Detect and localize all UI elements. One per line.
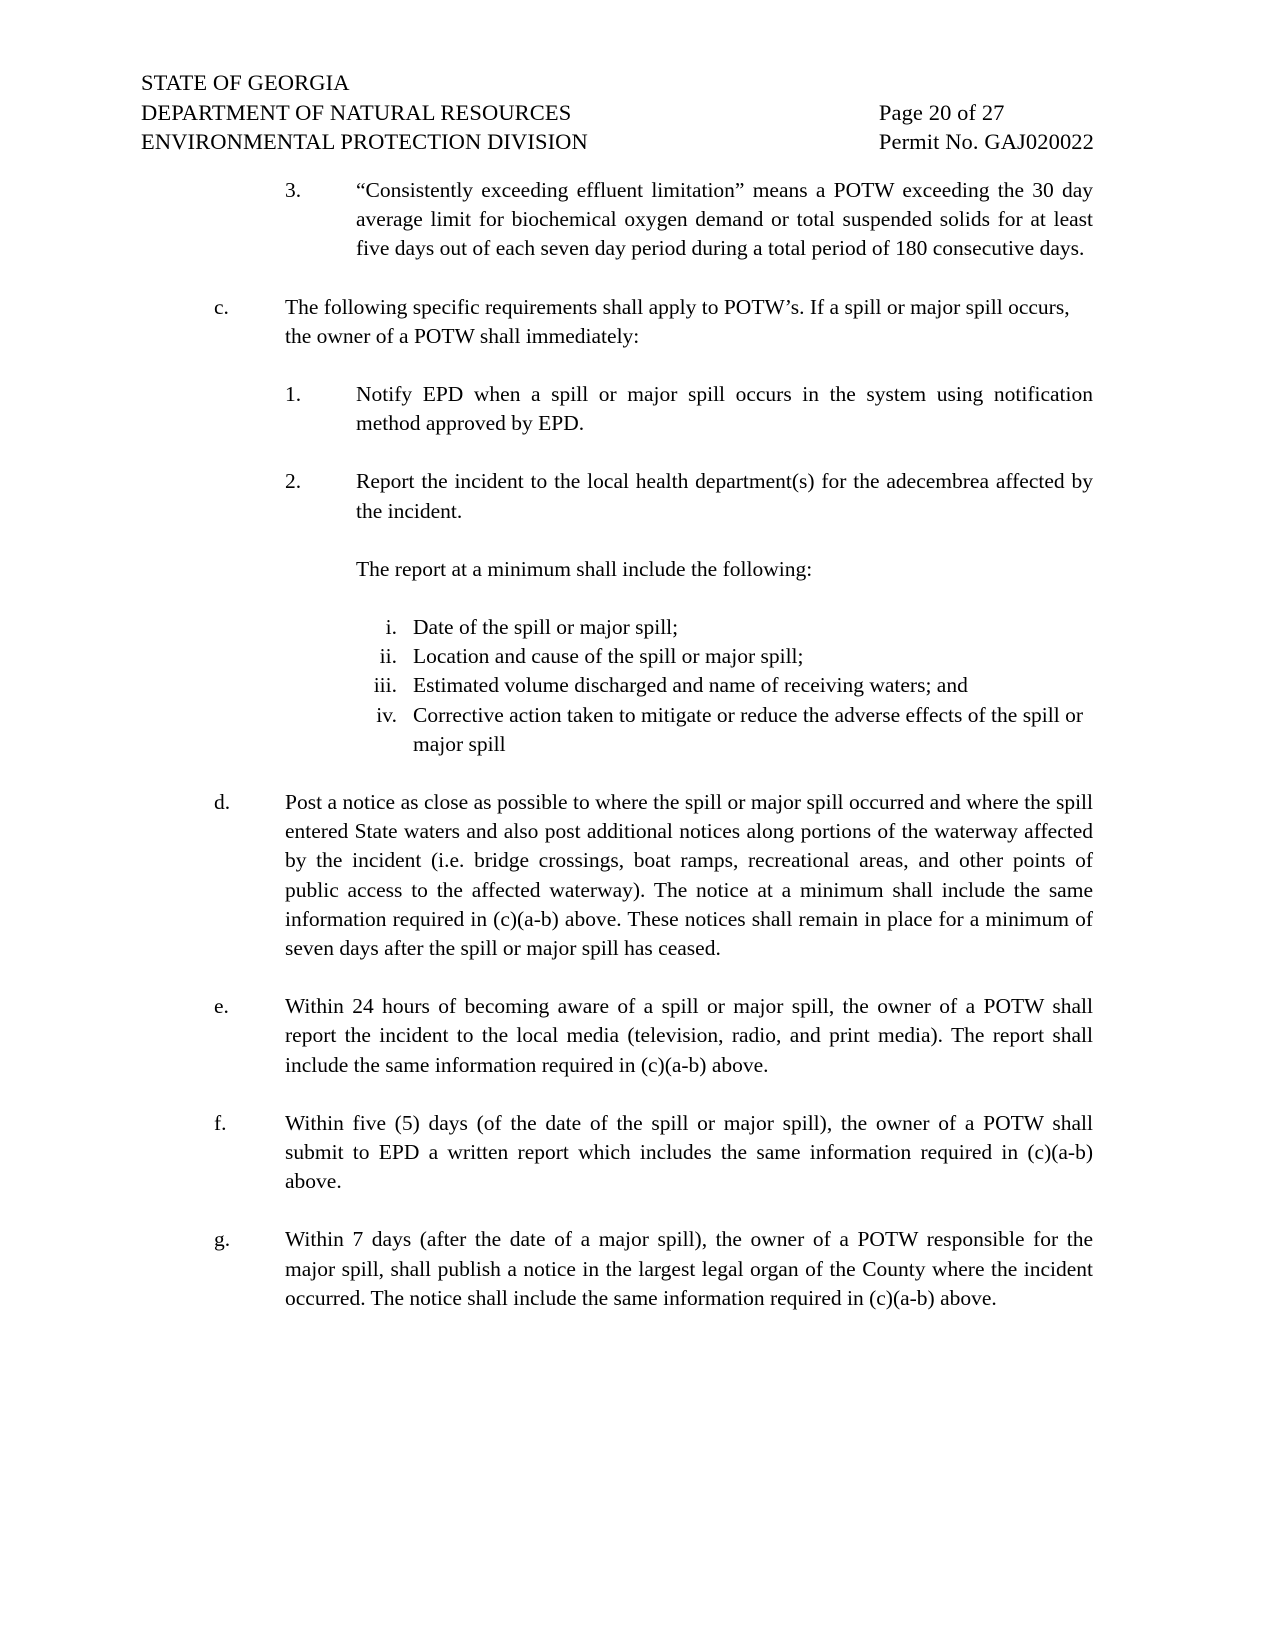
report-intro-text: The report at a minimum shall include the following:	[356, 556, 813, 581]
division-line: ENVIRONMENTAL PROTECTION DIVISION	[141, 129, 588, 154]
list-item-c-2	[285, 467, 1093, 525]
page-meta-block	[879, 68, 1094, 157]
item-marker: iii.	[373, 673, 397, 698]
list-item-c-1	[285, 380, 1093, 438]
list-item	[335, 701, 1093, 759]
item-text: Report the incident to the local health department(s) for the adecembrea affected by the incident.	[356, 469, 1093, 523]
list-item	[335, 642, 1093, 671]
state-line: STATE OF GEORGIA	[141, 70, 350, 95]
list-item-g	[214, 1225, 1093, 1313]
item-text: Corrective action taken to mitigate or reduce the adverse effects of the spill or major spill	[413, 702, 1084, 756]
item-text: Estimated volume discharged and name of receiving waters; and	[413, 673, 968, 698]
list-item-f	[214, 1109, 1093, 1197]
item-marker: d.	[214, 790, 231, 815]
department-line: DEPARTMENT OF NATURAL RESOURCES	[141, 99, 572, 125]
item-text: Date of the spill or major spill;	[413, 615, 679, 640]
item-text: Post a notice as close as possible to where the spill or major spill occurred and where the spill entered State waters and also post additional notices along portions of the waterway affected by the incident (i.e. bridge crossings, boat ramps, recreational areas, and other points of public access to the affected waterway). The notice at a minimum shall include the same information required in (c)(a-b) above. These notices shall remain in place for a minimum of seven days after the spill or major spill has ceased.	[285, 790, 1093, 961]
item-text: Within 7 days (after the date of a major spill), the owner of a POTW responsible for the major spill, shall publish a notice in the largest legal organ of the County where the incident occurred. The notice shall include the same information required in (c)(a-b) above.	[285, 1227, 1093, 1310]
list-item	[335, 671, 1093, 700]
item-marker: iv.	[376, 702, 397, 727]
item-text: The following specific requirements shall apply to POTW’s. If a spill or major spill occurs, the owner of a POTW shall immediately:	[285, 294, 1070, 348]
list-item-3	[285, 176, 1093, 264]
item-marker: f.	[214, 1110, 227, 1135]
list-item	[335, 613, 1093, 642]
item-text: Within 24 hours of becoming aware of a spill or major spill, the owner of a POTW shall report the incident to the local media (television, radio, and print media). The report shall include the same information required in (c)(a-b) above.	[285, 994, 1093, 1077]
item-marker: g.	[214, 1227, 231, 1252]
item-marker: c.	[214, 294, 229, 319]
item-marker: 2.	[285, 469, 302, 494]
report-intro-paragraph	[356, 555, 1093, 584]
document-header	[141, 68, 1134, 157]
item-marker: e.	[214, 994, 229, 1019]
document-body	[141, 176, 1093, 1313]
list-item-c	[214, 293, 1093, 351]
permit-number: Permit No. GAJ020022	[878, 129, 1094, 154]
list-item-e	[214, 992, 1093, 1080]
item-text: Within five (5) days (of the date of the spill or major spill), the owner of a POTW shall submit to EPD a written report which includes the same information required in (c)(a-b) above.	[285, 1110, 1093, 1194]
roman-list	[141, 613, 1093, 759]
item-text: Notify EPD when a spill or major spill occurs in the system using notification method approved by EPD.	[356, 382, 1093, 436]
item-text: Location and cause of the spill or major spill;	[413, 644, 804, 669]
item-marker: i.	[385, 615, 397, 640]
item-marker: 3.	[285, 178, 302, 202]
agency-title-block	[141, 68, 588, 157]
list-item-d	[214, 788, 1093, 963]
page-number: Page 20 of 27	[878, 99, 1005, 125]
item-marker: 1.	[285, 382, 302, 407]
item-text: “Consistently exceeding effluent limitation” means a POTW exceeding the 30 day average limit for biochemical oxygen demand or total suspended solids for at least five days out of each seven day period during a total period of 180 consecutive days.	[356, 178, 1093, 261]
item-marker: ii.	[379, 644, 397, 669]
